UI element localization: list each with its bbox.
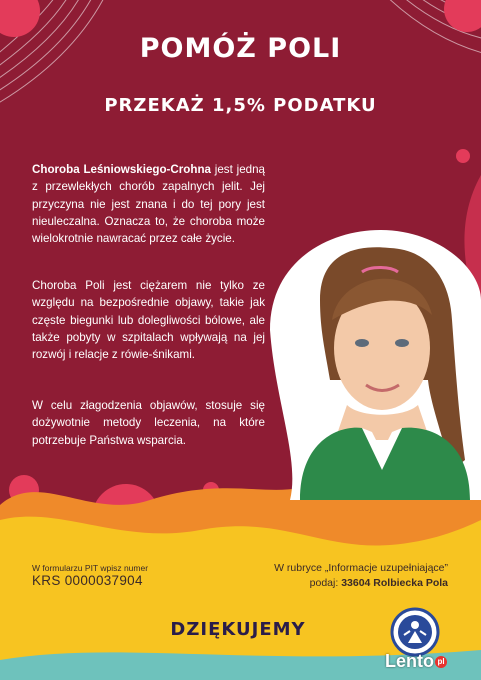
page-title: POMÓŻ POLI	[139, 33, 342, 64]
podaj-line	[310, 577, 448, 589]
pink-dot-right	[456, 149, 470, 163]
page-subtitle: PRZEKAŻ 1,5% PODATKU	[104, 95, 377, 116]
pit-label: W formularzu PIT wpisz numer	[32, 563, 149, 573]
paragraph-1	[32, 161, 265, 247]
podaj-prefix: podaj:	[309, 577, 342, 589]
paragraph-1-bold: Choroba Leśniowskiego-Crohna	[32, 163, 211, 176]
pink-dot-top-left	[0, 0, 40, 37]
lento-watermark	[385, 651, 447, 672]
thanks-heading: DZIĘKUJEMY	[170, 619, 306, 640]
pink-dot-top-right	[444, 0, 481, 32]
paragraph-1-text: jest jedną z przewlekłych chorób zapalnych jelit. Jej przyczyna nie jest znana i do tej pory jest nieuleczalna. Oznacza to, że choroba może wielokrotnie nawracać przez całe życie.	[32, 163, 265, 246]
krs-number: KRS 0000037904	[32, 573, 143, 588]
watermark-text: Lento	[385, 651, 434, 671]
podaj-value: 33604 Rolbiecka Pola	[341, 577, 448, 589]
paragraph-2: Choroba Poli jest ciężarem nie tylko ze względu na bezpośrednie objawy, takie jak częste biegunki lub dolegliwości bólowe, ale także pobyty w szpitalach wpływają na jej rozwój i relacje z rówie-śnikami.	[32, 279, 265, 362]
paragraph-3: W celu złagodzenia objawów, stosuje się dożywotnie metody leczenia, na które potrzebuje Państwa wsparcia.	[32, 399, 265, 447]
watermark-suffix: pl	[435, 656, 447, 668]
rubryka-note: W rubryce „Informacje uzupełniające”	[274, 562, 448, 574]
